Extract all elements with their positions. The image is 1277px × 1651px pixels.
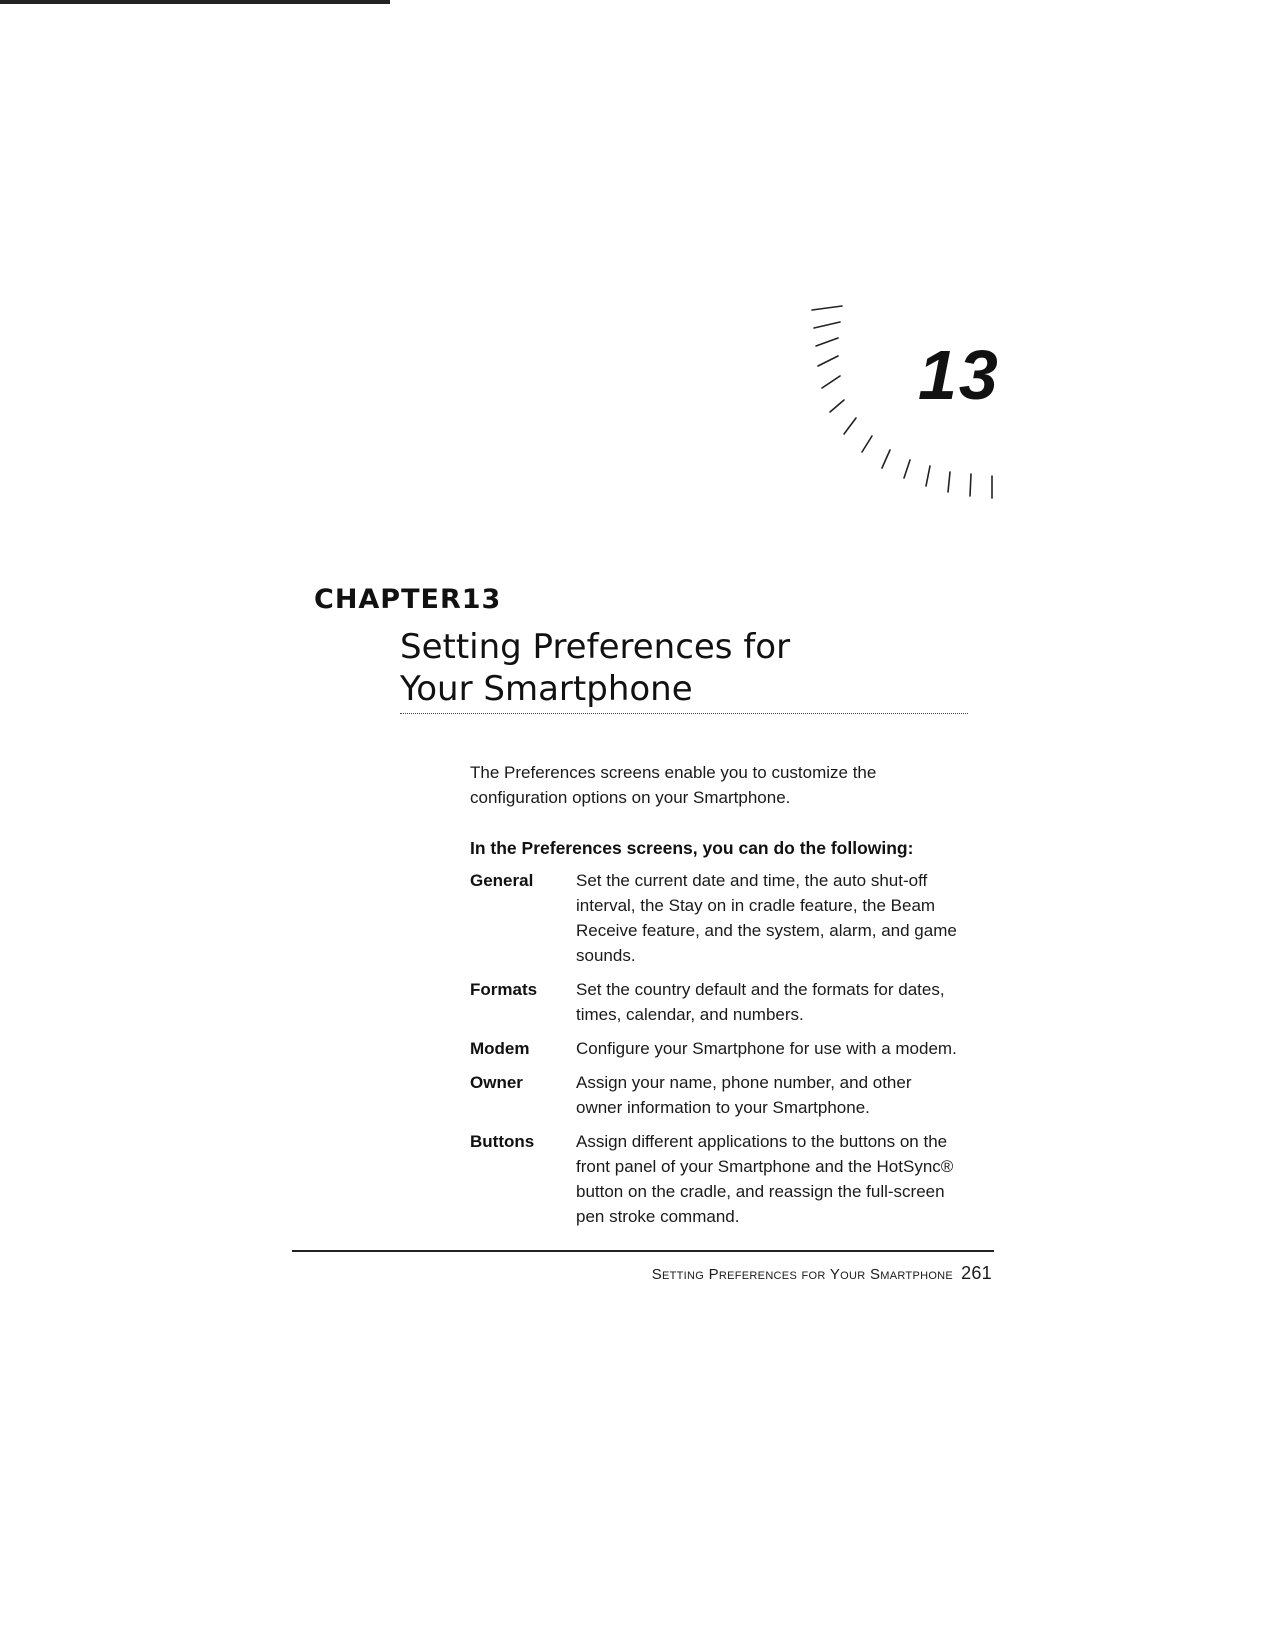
preference-description: Set the current date and time, the auto shut-off interval, the Stay on in cradle feature, the Beam Receive feature, and the system, alarm, and game sounds. (576, 871, 957, 965)
preference-term: Owner (470, 1073, 523, 1092)
preference-term: General (470, 871, 534, 890)
intro-line-1: The Preferences screens enable you to customize the (470, 763, 877, 782)
intro-line-2: configuration options on your Smartphone. (470, 788, 791, 807)
title-dotted-rule (400, 713, 968, 714)
preference-row-formats (470, 977, 970, 1027)
running-footer (600, 1262, 992, 1286)
preference-term: Modem (470, 1039, 530, 1058)
footer-rule (292, 1250, 994, 1252)
chapter-number: 13 (918, 336, 1000, 414)
preferences-list (470, 868, 970, 1238)
running-head: Setting Preferences for Your Smartphone (651, 1266, 954, 1283)
chapter-title (400, 626, 1000, 710)
preference-term: Formats (470, 980, 538, 999)
scan-edge-line (0, 0, 390, 4)
preference-row-modem (470, 1036, 970, 1061)
chapter-label: CHAPTER13 (314, 584, 502, 615)
preference-description: Assign your name, phone number, and other owner information to your Smartphone. (576, 1073, 912, 1117)
preference-row-buttons (470, 1129, 970, 1229)
preference-description: Set the country default and the formats for dates, times, calendar, and numbers. (576, 980, 945, 1024)
page-number: 261 (961, 1263, 992, 1283)
preference-row-owner (470, 1070, 970, 1120)
preference-term: Buttons (470, 1132, 535, 1151)
preference-description: Configure your Smartphone for use with a modem. (576, 1039, 957, 1058)
intro-paragraph (470, 760, 910, 810)
list-heading: In the Preferences screens, you can do the following: (470, 838, 914, 858)
chapter-title-line-1: Setting Preferences for (400, 627, 791, 667)
chapter-title-line-2: Your Smartphone (400, 669, 693, 709)
preference-row-general (470, 868, 970, 968)
preference-description: Assign different applications to the buttons on the front panel of your Smartphone and the HotSync® button on the cradle, and reassign the full-screen pen stroke command. (576, 1132, 954, 1226)
